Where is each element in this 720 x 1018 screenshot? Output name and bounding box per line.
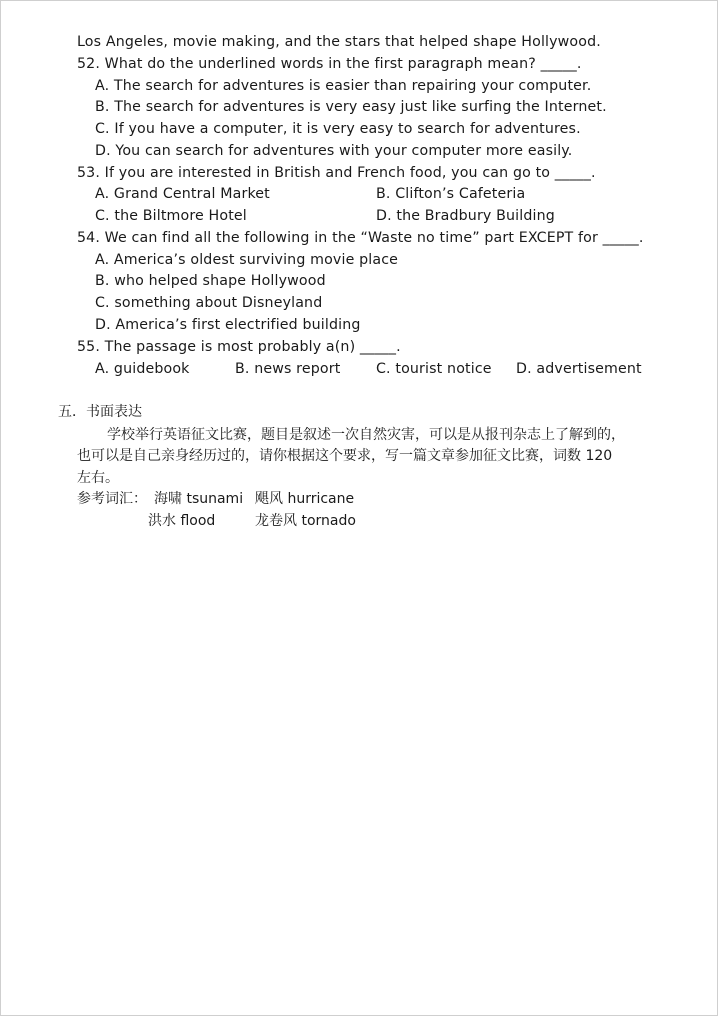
question-55-option-c: C. tourist notice (376, 361, 492, 377)
vocab-item-hurricane: 飓风 hurricane (255, 491, 355, 507)
question-53-option-d: D. the Bradbury Building (376, 208, 555, 224)
question-54-option-b: B. who helped shape Hollywood (95, 273, 326, 289)
question-54-stem: 54. We can find all the following in the “Waste no time” part EXCEPT for _____. (77, 230, 644, 246)
question-52-stem: 52. What do the underlined words in the first paragraph mean? _____. (77, 56, 582, 72)
question-53-stem: 53. If you are interested in British and French food, you can go to _____. (77, 165, 596, 181)
vocab-item-flood: 洪水 flood (148, 513, 216, 529)
question-52-option-a: A. The search for adventures is easier than repairing your computer. (95, 78, 592, 94)
passage-last-line: Los Angeles, movie making, and the stars that helped shape Hollywood. (77, 34, 601, 50)
writing-prompt-line-3: 左右。 (77, 470, 119, 486)
writing-prompt-line-1: 学校举行英语征文比赛，题目是叙述一次自然灾害，可以是从报刊杂志上了解到的， (107, 427, 625, 443)
writing-prompt-line-2: 也可以是自己亲身经历过的，请你根据这个要求，写一篇文章参加征文比赛，词数 120 (77, 448, 613, 464)
question-52-option-c: C. If you have a computer, it is very easy to search for adventures. (95, 121, 581, 137)
vocab-item-tornado: 龙卷风 tornado (255, 513, 356, 529)
question-53-option-a: A. Grand Central Market (95, 186, 270, 202)
question-52-option-d: D. You can search for adventures with your computer more easily. (95, 143, 573, 159)
question-55-option-a: A. guidebook (95, 361, 190, 377)
question-54-option-c: C. something about Disneyland (95, 295, 323, 311)
question-53-option-b: B. Clifton’s Cafeteria (376, 186, 526, 202)
vocab-item-tsunami: 海啸 tsunami (154, 491, 244, 507)
question-54-option-d: D. America’s first electrified building (95, 317, 361, 333)
section-heading-writing: 五．书面表达 (58, 404, 142, 420)
vocab-label: 参考词汇： (77, 491, 147, 507)
question-55-stem: 55. The passage is most probably a(n) _____. (77, 339, 401, 355)
question-53-option-c: C. the Biltmore Hotel (95, 208, 247, 224)
question-52-option-b: B. The search for adventures is very easy just like surfing the Internet. (95, 99, 607, 115)
question-55-option-b: B. news report (235, 361, 341, 377)
question-54-option-a: A. America’s oldest surviving movie place (95, 252, 399, 268)
question-55-option-d: D. advertisement (516, 361, 642, 377)
